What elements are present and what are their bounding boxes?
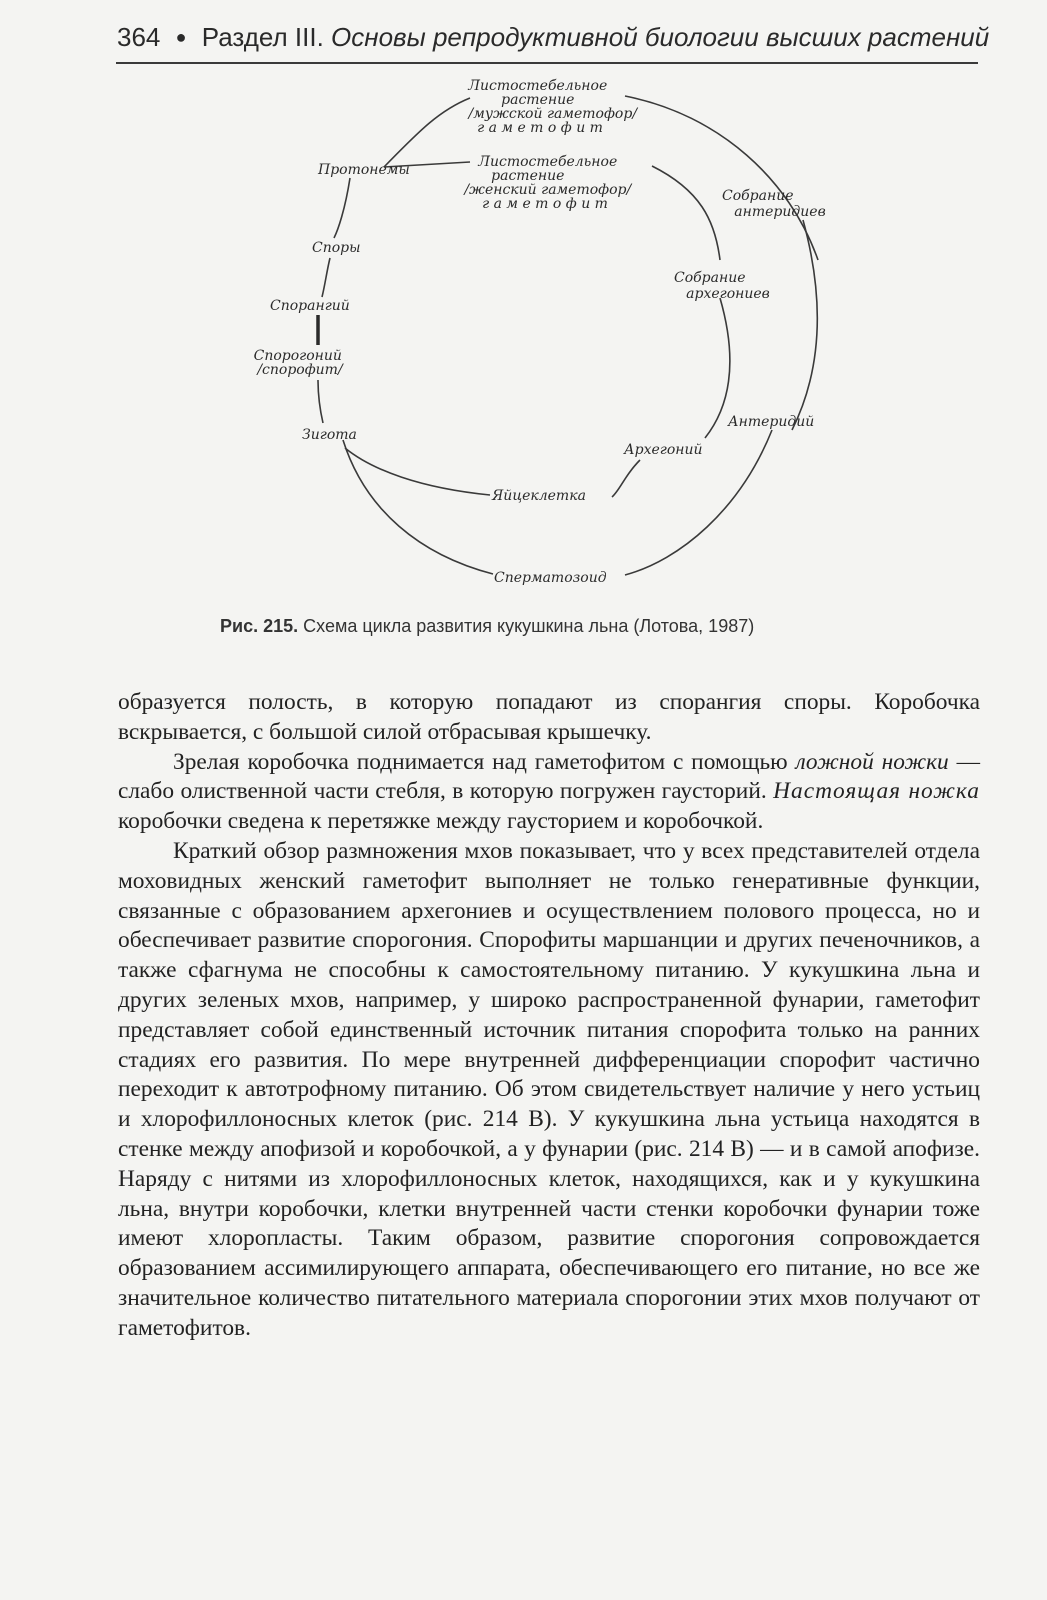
diagram-labels: [254, 78, 826, 586]
paragraph-3: Краткий обзор размножения мхов показывает, что у всех представителей отдела моховидных женский гаметофит выполняет не только генеративные функции, связанные с образованием архегониев и осуществлением полового процесса, но и обеспечивает развитие спорогония. Спорофиты маршанции и других печеночников, а также сфагнума не способны к самостоятельному питанию. У кукушкина льна и других зеленых мхов, например, у широко распространенной фунарии, гаметофит представляет собой единственный источник питания спорофита только на ранних стадиях его развития. По мере внутренней дифференциации спорофит частично переходит к автотрофному питанию. Об этом свидетельствует наличие у него устьиц и хлорофиллоносных клеток (рис. 214 В). У кукушкина льна устьица находятся в стенке между апофизой и коробочкой, а у фунарии (рис. 214 В) — и в самой апофизе. Наряду с нитями из хлорофиллоносных клеток, находящихся, как и у кукушкина льна, внутри коробочки, клетки внутренней части стенки коробочки фунарии тоже имеют хлоропласты. Таким образом, развитие спорогония сопровождается образованием ассимилирующего аппарата, обеспечивающего его питание, но все же значительное количество питательного материала спорогонии этих мхов получают от гаметофитов.: [118, 837, 980, 1341]
label-spermatozoid: Сперматозоид: [494, 570, 607, 586]
label-zygote: Зигота: [302, 427, 357, 443]
bullet: ●: [175, 27, 187, 47]
section-label: Раздел III.: [201, 22, 324, 52]
header-rule: [116, 62, 978, 64]
label-antheridium: Антеридий: [728, 414, 815, 430]
egg-to-zygote: [345, 448, 490, 495]
outer-cycle-bottom-left: [343, 440, 493, 574]
outer-cycle-right: [792, 220, 817, 430]
term-false-stalk: ложной ножки: [795, 748, 949, 775]
protonema-to-male: [384, 98, 470, 167]
label-protonema: Протонемы: [318, 162, 410, 178]
paragraph-2-text-c: коробочки сведена к перетяжке между гаусторием и коробочкой.: [118, 808, 764, 835]
outer-cycle-top-right: [625, 96, 818, 260]
running-head: [117, 22, 990, 53]
label-archegonium: Архегоний: [624, 442, 703, 458]
section-title: Основы репродуктивной биологии высших растений: [331, 22, 990, 52]
protonema-to-spores: [334, 178, 350, 238]
label-sporogonium: Спорогоний /спорофит/: [253, 348, 343, 378]
inner-cycle-bottom-right: [612, 460, 640, 497]
spores-to-sporangium: [322, 258, 330, 297]
inner-cycle-right: [705, 298, 730, 438]
inner-cycle-top-right: [652, 166, 720, 260]
body-text: [118, 688, 980, 1344]
label-archegonia-group: Собрание архегониев: [674, 270, 770, 302]
paragraph-2-text-b: — слабо олиственной части стебля, в которую погружен гаусторий.: [118, 748, 980, 805]
life-cycle-diagram: [0, 70, 1047, 610]
label-male-gametophyte: Листостебельное растение /мужской гаметофор/ г а м е т о ф и т: [468, 78, 638, 136]
sporogonium-to-zygote: [318, 380, 323, 423]
label-sporangium: Спорангий: [270, 298, 350, 314]
figure-caption: [220, 616, 920, 637]
page-number: 364: [117, 22, 161, 52]
label-female-gametophyte: Листостебельное растение /женский гаметофор/ г а м е т о ф и т: [464, 154, 632, 212]
paragraph-2-text-a: Зрелая коробочка поднимается над гаметофитом с помощью: [173, 748, 796, 775]
paragraph-1: образуется полость, в которую попадают из спорангия споры. Коробочка вскрывается, с большой силой отбрасывая крышечку.: [118, 689, 980, 745]
paragraph-2: [118, 748, 980, 837]
caption-label: Рис. 215.: [220, 616, 299, 636]
term-true-stalk: Настоящая ножка: [773, 778, 980, 805]
label-antheridia-group: Собрание антеридиев: [722, 188, 826, 220]
caption-text: Схема цикла развития кукушкина льна (Лотова, 1987): [303, 616, 755, 636]
label-spores: Споры: [312, 240, 361, 256]
label-egg: Яйцеклетка: [492, 488, 586, 504]
